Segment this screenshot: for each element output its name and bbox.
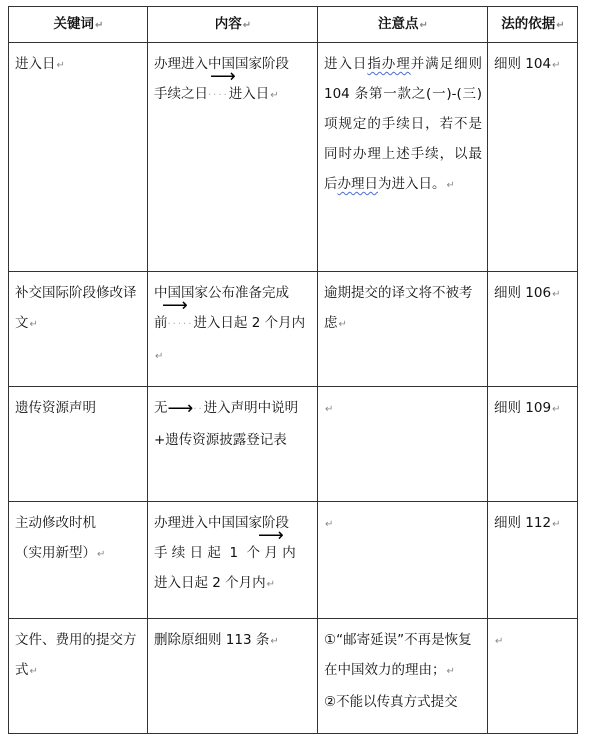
right-arrow-icon: ⟶ xyxy=(258,525,284,546)
header-legal-basis: 法的依据↵ xyxy=(487,7,577,42)
basis-cell: ↵ xyxy=(487,619,577,733)
table-row xyxy=(9,42,577,271)
notes-cell: ↵ xyxy=(317,502,487,618)
table-row xyxy=(9,386,577,501)
table-row xyxy=(9,501,577,618)
basis-cell: 细则 112↵ xyxy=(487,502,577,618)
basis-cell: 细则 106↵ xyxy=(487,272,577,386)
table-row xyxy=(9,618,577,733)
right-arrow-icon: ⟶ xyxy=(210,66,236,87)
notes-cell: 进入日指办理并满足细则 104 条第一款之(一)-(三)项规定的手续日，若不是同时办理上述手续，以最后办理日为进入日。↵ xyxy=(317,43,487,271)
content-cell: 无⟶··进入声明中说明+遗传资源披露登记表 xyxy=(147,387,317,501)
notes-cell: 逾期提交的译文将不被考虑↵ xyxy=(317,272,487,386)
basis-cell: 细则 104↵ xyxy=(487,43,577,271)
keyword-cell: 补交国际阶段修改译文↵ xyxy=(15,285,137,331)
keyword-cell: 文件、费用的提交方式↵ xyxy=(15,632,137,678)
header-notes: 注意点↵ xyxy=(317,7,487,42)
header-keyword: 关键词↵ xyxy=(53,16,104,32)
keyword-cell: 遗传资源声明 xyxy=(15,400,96,416)
content-cell: 删除原细则 113 条↵ xyxy=(147,619,317,733)
notes-cell: ↵ xyxy=(317,387,487,501)
rules-table xyxy=(8,6,578,734)
keyword-cell: 主动修改时机 （实用新型）↵ xyxy=(15,515,106,561)
right-arrow-icon: ⟶ xyxy=(167,398,194,419)
notes-cell: ①“邮寄延误”不再是恢复在中国效力的理由；↵ ②不能以传真方式提交 xyxy=(317,619,487,733)
table-header-row xyxy=(9,7,577,42)
header-content: 内容↵ xyxy=(147,7,317,42)
basis-cell: 细则 109↵ xyxy=(487,387,577,501)
content-cell: 中国国家公布准备完成 ⟶ 前·····进入日起 2 个月内↵ xyxy=(147,272,317,386)
content-cell: 办理进入中国国家阶段 ⟶ 手续之日····进入日↵ xyxy=(147,43,317,271)
table-row xyxy=(9,271,577,386)
content-cell: 办理进入中国国家阶段 ⟶ 手 续 日 起 1 个 月 内 进入日起 2 个月内↵ xyxy=(147,502,317,618)
keyword-cell: 进入日↵ xyxy=(15,56,65,72)
right-arrow-icon: ⟶ xyxy=(162,295,188,316)
